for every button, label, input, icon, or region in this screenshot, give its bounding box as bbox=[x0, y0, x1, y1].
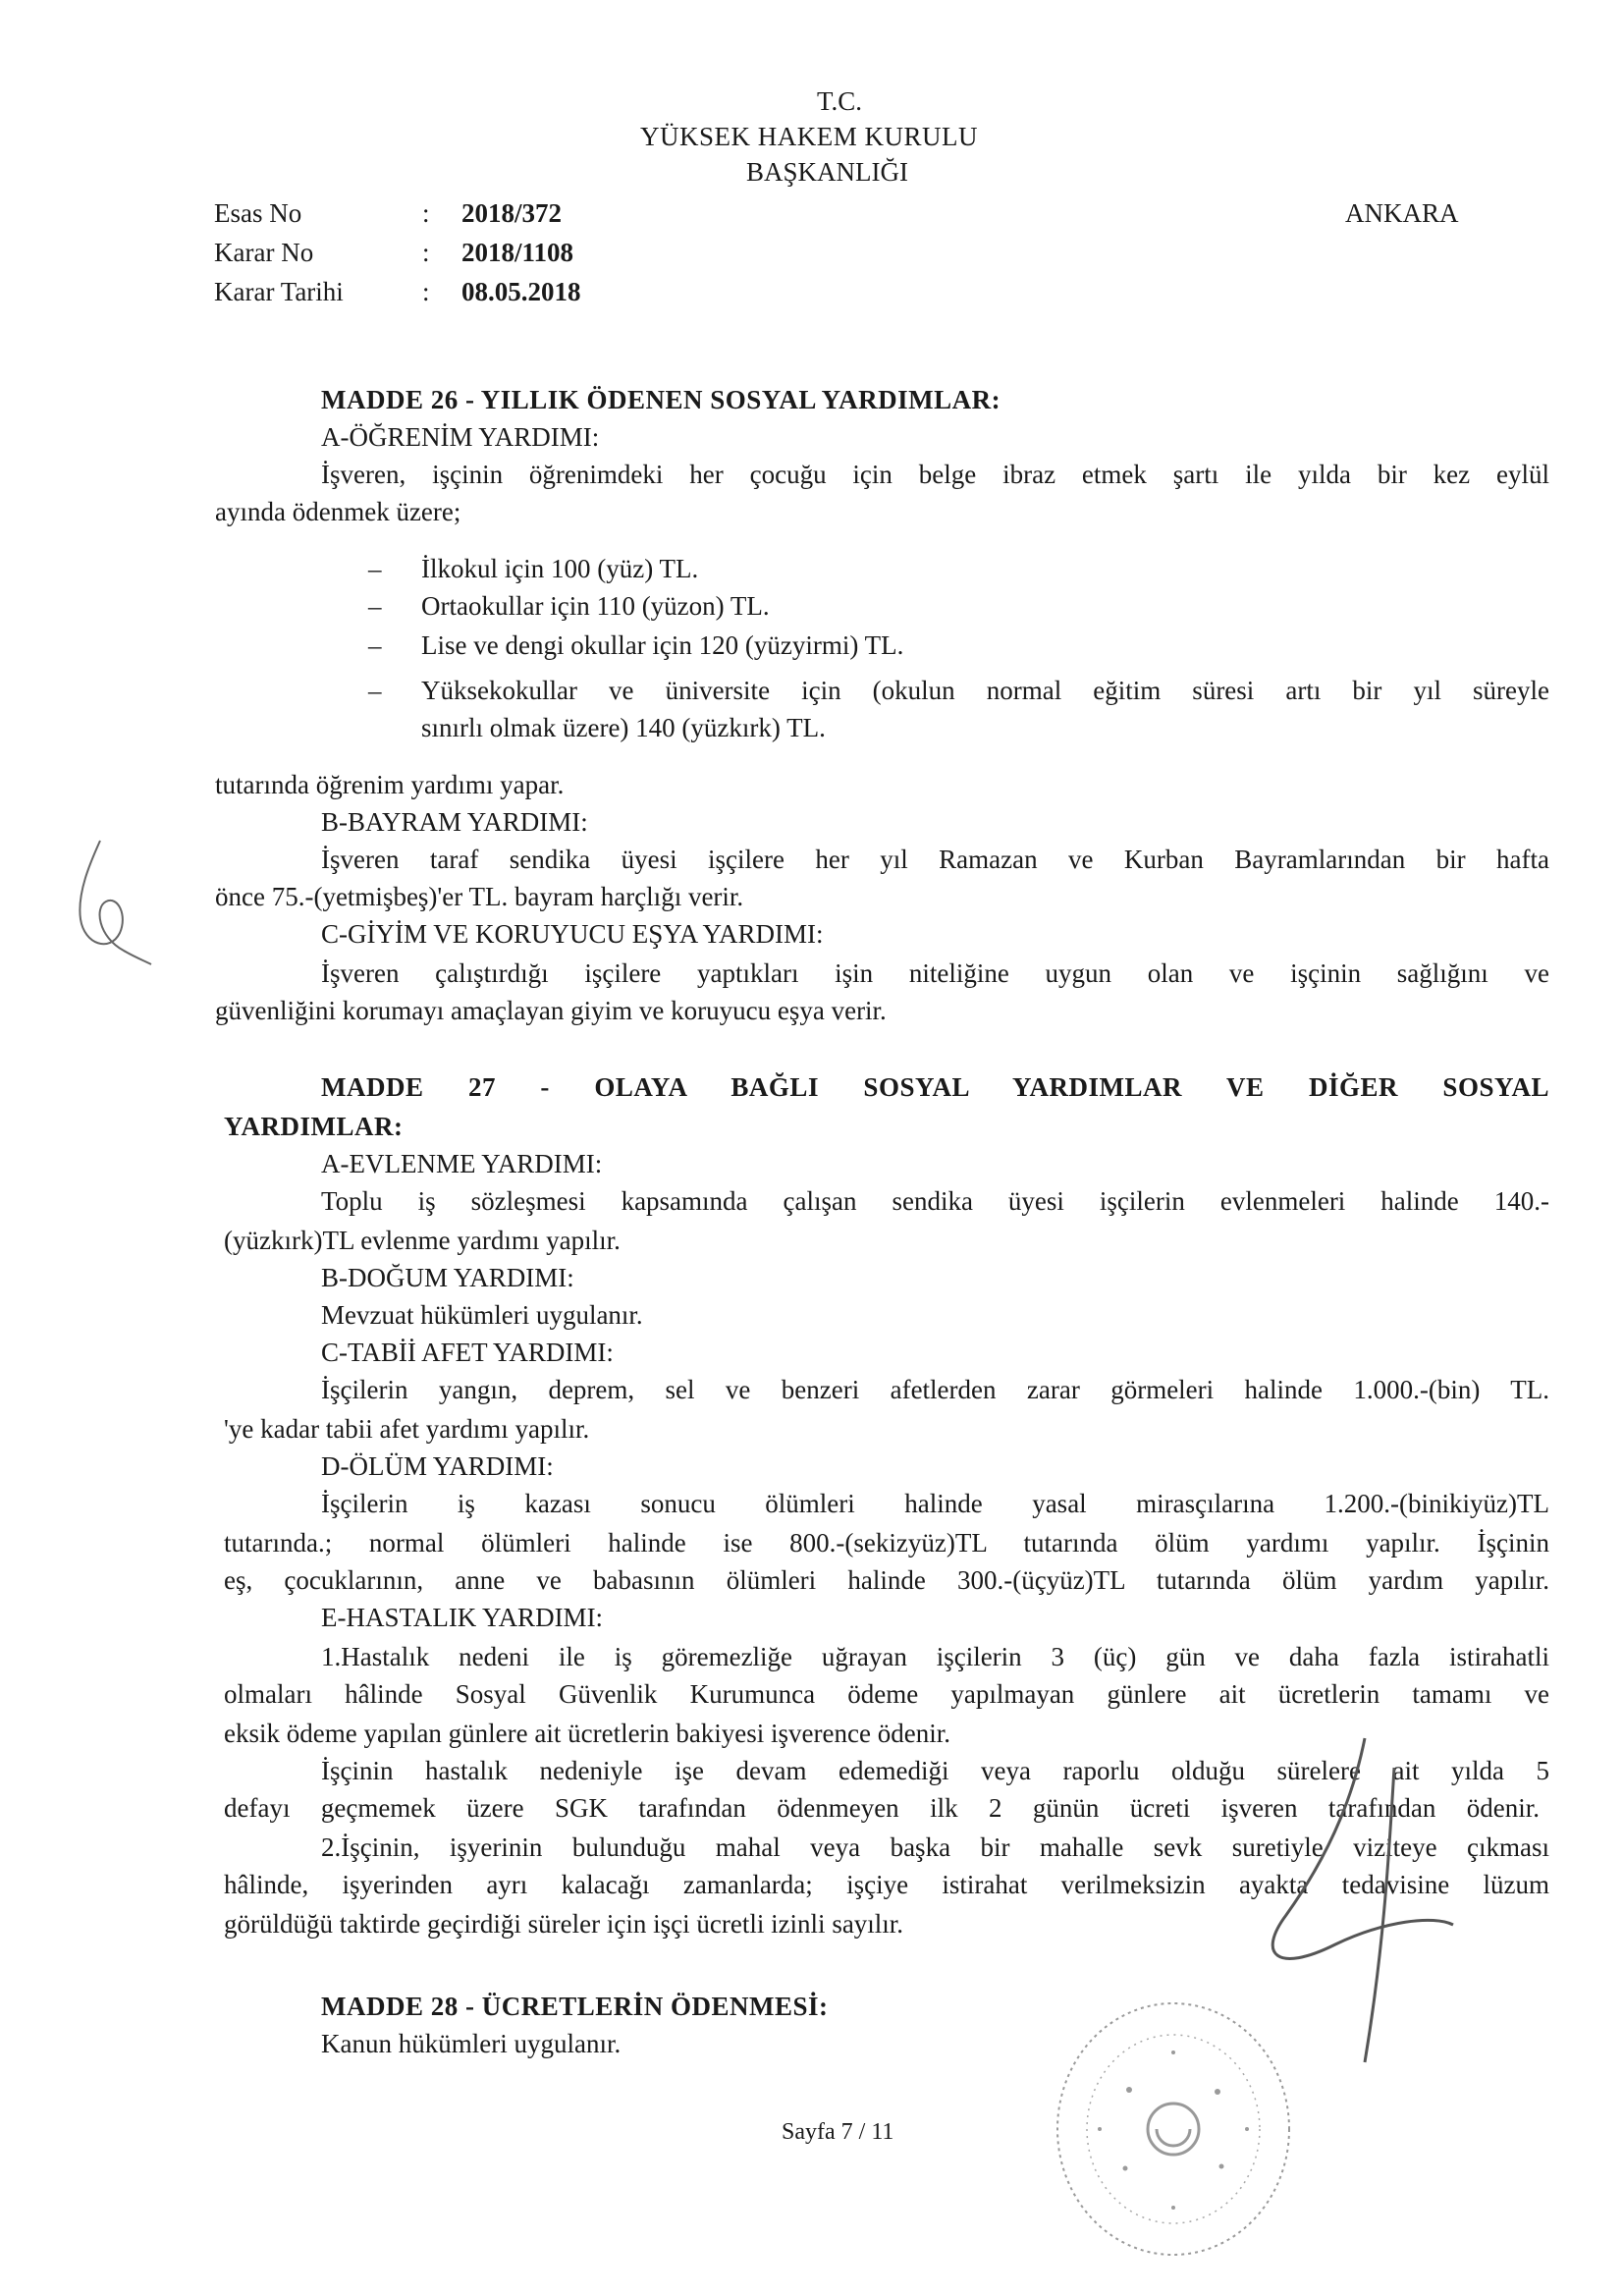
marriage-aid-p2: (yüzkırk)TL evlenme yardımı yapılır. bbox=[224, 1226, 621, 1255]
decision-date-value: 08.05.2018 bbox=[461, 277, 581, 306]
illness-aid-p1-5: defayı geçmemek üzere SGK tarafından ödenmeyen ilk 2 günün ücreti işveren tarafından ödenir. bbox=[224, 1793, 1540, 1823]
header-presidency: BAŞKANLIĞI bbox=[746, 157, 908, 187]
decision-number-sep: : bbox=[422, 238, 430, 267]
death-aid-p2: tutarında.; normal ölümleri halinde ise 800.-(sekizyüz)TL tutarında ölüm yardımı yapılır. İşçinin bbox=[224, 1528, 1549, 1558]
list-dash: – bbox=[368, 630, 382, 660]
handwritten-initial-mark bbox=[69, 835, 157, 972]
article-27-title-2: YARDIMLAR: bbox=[224, 1112, 404, 1141]
disaster-aid-p1: İşçilerin yangın, deprem, sel ve benzeri afetlerden zarar görmeleri halinde 1.000.-(bin) TL. bbox=[321, 1375, 1549, 1404]
birth-aid-p1: Mevzuat hükümleri uygulanır. bbox=[321, 1300, 643, 1330]
birth-aid-heading: B-DOĞUM YARDIMI: bbox=[321, 1263, 574, 1292]
decision-date-sep: : bbox=[422, 277, 430, 306]
list-item-university-1: Yüksekokullar ve üniversite için (okulun normal eğitim süresi artı bir yıl süreyle bbox=[421, 676, 1549, 705]
list-item-primary: İlkokul için 100 (yüz) TL. bbox=[421, 554, 699, 583]
education-aid-end: tutarında öğrenim yardımı yapar. bbox=[215, 770, 565, 799]
education-aid-heading: A-ÖĞRENİM YARDIMI: bbox=[321, 422, 600, 452]
article-28-p1: Kanun hükümleri uygulanır. bbox=[321, 2029, 622, 2058]
illness-aid-p1-4: İşçinin hastalık nedeniyle işe devam edemediği veya raporlu olduğu sürelere ait yılda 5 bbox=[321, 1756, 1549, 1785]
case-number-label: Esas No bbox=[214, 198, 302, 228]
illness-aid-p2-1: 2.İşçinin, işyerinin bulunduğu mahal veya başka bir mahalle sevk suretiyle viziteye çıkması bbox=[321, 1832, 1549, 1862]
holiday-aid-p1: İşveren taraf sendika üyesi işçilere her yıl Ramazan ve Kurban Bayramlarından bir hafta bbox=[321, 845, 1549, 874]
illness-aid-p1-1: 1.Hastalık nedeni ile iş göremezliğe uğrayan işçilerin 3 (üç) gün ve daha fazla istirahatli bbox=[321, 1642, 1549, 1671]
decision-date-label: Karar Tarihi bbox=[214, 277, 344, 306]
header-city: ANKARA bbox=[1345, 198, 1459, 228]
article-26-title: MADDE 26 - YILLIK ÖDENEN SOSYAL YARDIMLAR: bbox=[321, 385, 1001, 414]
marriage-aid-p1: Toplu iş sözleşmesi kapsamında çalışan sendika üyesi işçilerin evlenmeleri halinde 140.- bbox=[321, 1186, 1549, 1216]
decision-number-value: 2018/1108 bbox=[461, 238, 574, 267]
page-number: Sayfa 7 / 11 bbox=[782, 2119, 894, 2145]
list-item-university-2: sınırlı olmak üzere) 140 (yüzkırk) TL. bbox=[421, 713, 826, 742]
education-aid-p2: ayında ödenmek üzere; bbox=[215, 497, 461, 526]
list-dash: – bbox=[368, 554, 382, 583]
marriage-aid-heading: A-EVLENME YARDIMI: bbox=[321, 1149, 603, 1178]
illness-aid-p2-2: hâlinde, işyerinden ayrı kalacağı zamanlarda; işçiye istirahat verilmeksizin ayakta tedavisine lüzum bbox=[224, 1870, 1549, 1899]
clothing-aid-p1: İşveren çalıştırdığı işçilere yaptıkları işin niteliğine uygun olan ve işçinin sağlığını ve bbox=[321, 958, 1549, 988]
illness-aid-heading: E-HASTALIK YARDIMI: bbox=[321, 1603, 604, 1632]
decision-number-label: Karar No bbox=[214, 238, 314, 267]
holiday-aid-heading: B-BAYRAM YARDIMI: bbox=[321, 807, 588, 837]
list-dash: – bbox=[368, 591, 382, 621]
list-item-middle: Ortaokullar için 110 (yüzon) TL. bbox=[421, 591, 770, 621]
clothing-aid-p2: güvenliğini korumayı amaçlayan giyim ve koruyucu eşya verir. bbox=[215, 996, 887, 1025]
header-institution: YÜKSEK HAKEM KURULU bbox=[640, 122, 978, 151]
article-28-title: MADDE 28 - ÜCRETLERİN ÖDENMESİ: bbox=[321, 1992, 829, 2021]
death-aid-p3: eş, çocuklarının, anne ve babasının ölümleri halinde 300.-(üçyüz)TL tutarında ölüm yardım yapılır. bbox=[224, 1565, 1549, 1595]
holiday-aid-p2: önce 75.-(yetmişbeş)'er TL. bayram harçlığı verir. bbox=[215, 882, 744, 911]
header-tc: T.C. bbox=[817, 86, 862, 116]
illness-aid-p1-3: eksik ödeme yapılan günlere ait ücretlerin bakiyesi işverence ödenir. bbox=[224, 1719, 950, 1748]
handwritten-signature bbox=[1217, 1728, 1473, 2082]
case-number-sep: : bbox=[422, 198, 430, 228]
list-item-high: Lise ve dengi okullar için 120 (yüzyirmi) TL. bbox=[421, 630, 904, 660]
education-aid-p1: İşveren, işçinin öğrenimdeki her çocuğu için belge ibraz etmek şartı ile yılda bir kez eylül bbox=[321, 460, 1549, 489]
illness-aid-p1-2: olmaları hâlinde Sosyal Güvenlik Kurumunca ödeme yapılmayan günlere ait ücretlerin tamamı ve bbox=[224, 1679, 1549, 1709]
clothing-aid-heading: C-GİYİM VE KORUYUCU EŞYA YARDIMI: bbox=[321, 919, 824, 949]
article-27-title-1: MADDE 27 - OLAYA BAĞLI SOSYAL YARDIMLAR VE DİĞER SOSYAL bbox=[321, 1072, 1549, 1102]
death-aid-p1: İşçilerin iş kazası sonucu ölümleri halinde yasal mirasçılarına 1.200.-(binikiyüz)TL bbox=[321, 1489, 1549, 1518]
illness-aid-p2-3: görüldüğü taktirde geçirdiği süreler için işçi ücretli izinli sayılır. bbox=[224, 1909, 904, 1939]
disaster-aid-heading: C-TABİİ AFET YARDIMI: bbox=[321, 1338, 614, 1367]
case-number-value: 2018/372 bbox=[461, 198, 563, 228]
list-dash: – bbox=[368, 676, 382, 705]
disaster-aid-p2: 'ye kadar tabii afet yardımı yapılır. bbox=[224, 1414, 590, 1444]
death-aid-heading: D-ÖLÜM YARDIMI: bbox=[321, 1451, 554, 1481]
